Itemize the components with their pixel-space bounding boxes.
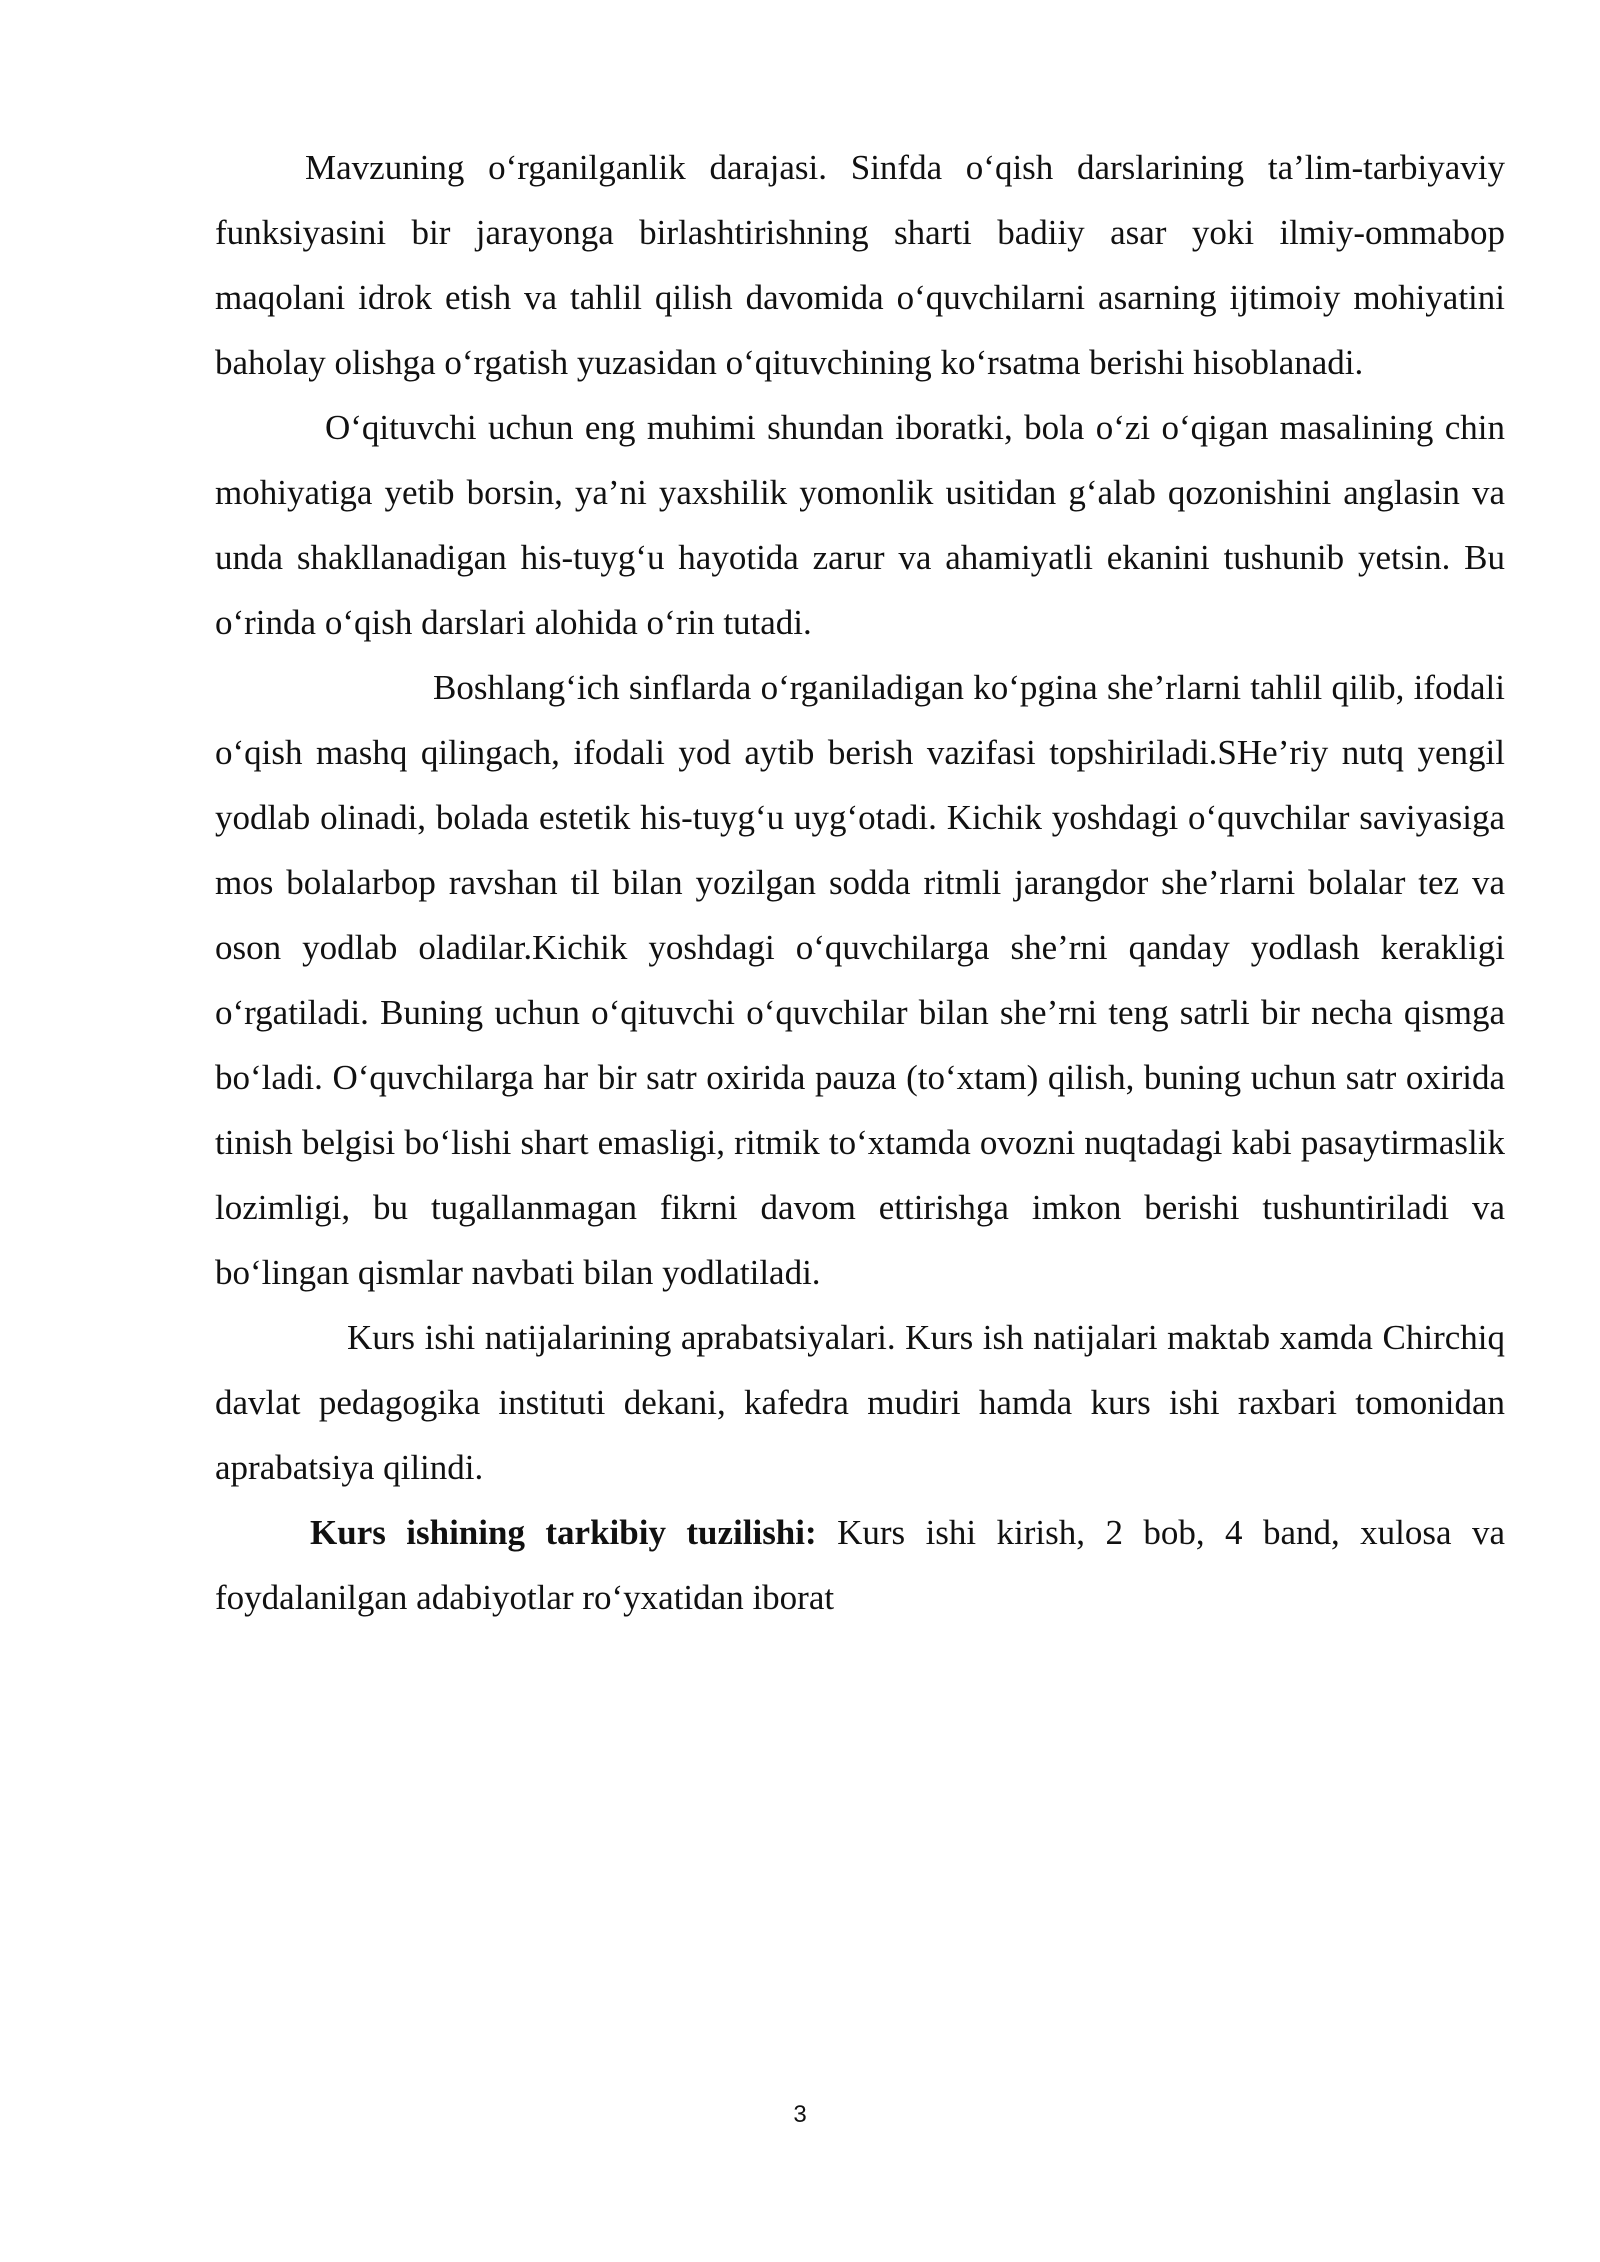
structure-text: Kurs ishi kirish, 2 bob, 4 band, xulosa va foydalanilgan adabiyotlar ro‘yxatidan iborat [215, 1513, 1506, 1617]
body-text [215, 135, 1505, 1630]
paragraph-poem-memorization: Boshlang‘ich sinflarda o‘rganiladigan ko‘pgina she’rlarni tahlil qilib, ifodali o‘qish mashq qilingach, ifodali yod aytib berish vazifasi topshiriladi.SHe’riy nutq yengil yodlab olinadi, bolada estetik his-tuyg‘u uyg‘otadi. Kichik yoshdagi o‘quvchilar saviyasiga mos bolalarbop ravshan til bilan yozilgan sodda ritmli jarangdor she’rlarni bolalar tez va oson yodlab oladilar.Kichik yoshdagi o‘quvchilarga she’rni qanday yodlash kerakligi o‘rgatiladi. Buning uchun o‘qituvchi o‘quvchilar bilan she’rni teng satrli bir necha qismga bo‘ladi. O‘quvchilarga har bir satr oxirida pauza (to‘xtam) qilish, buning uchun satr oxirida tinish belgisi bo‘lishi shart emasligi, ritmik to‘xtamda ovozni nuqtadagi kabi pasaytirmaslik lozimligi, bu tugallanmagan fikrni davom ettirishga imkon berishi tushuntiriladi va bo‘lingan qismlar navbati bilan yodlatiladi. [215, 668, 1505, 1292]
paragraph-structure [215, 1500, 1505, 1630]
paragraph-research-degree: Mavzuning o‘rganilganlik darajasi. Sinfda o‘qish darslarining ta’lim-tarbiyaviy funksiyasini bir jarayonga birlashtirishning sharti badiiy asar yoki ilmiy-ommabop maqolani idrok etish va tahlil qilish davomida o‘quvchilarni asarning ijtimoiy mohiyatini baholay olishga o‘rgatish yuzasidan o‘qituvchining ko‘rsatma berishi hisoblanadi. [215, 148, 1505, 382]
paragraph-approbation: Kurs ishi natijalarining aprabatsiyalari. Kurs ish natijalari maktab xamda Chirchiq davlat pedagogika instituti dekani, kafedra mudiri hamda kurs ishi raxbari tomonidan aprabatsiya qilindi. [215, 1318, 1505, 1487]
structure-heading: Kurs ishining tarkibiy tuzilishi: [310, 1513, 817, 1552]
paragraph-teacher-importance: O‘qituvchi uchun eng muhimi shundan iboratki, bola o‘zi o‘qigan masalining chin mohiyatiga yetib borsin, ya’ni yaxshilik yomonlik usitidan g‘alab qozonishini anglasin va unda shakllanadigan his-tuyg‘u hayotida zarur va ahamiyatli ekanini tushunib yetsin. Bu o‘rinda o‘qish darslari alohida o‘rin tutadi. [215, 408, 1505, 642]
page-number: 3 [793, 2101, 807, 2128]
